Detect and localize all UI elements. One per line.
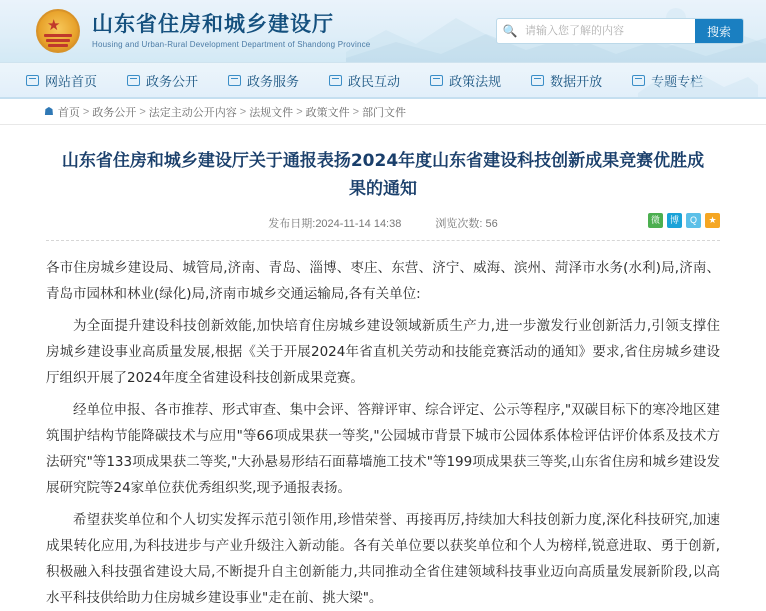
breadcrumb-item-0[interactable]: 首页 xyxy=(57,106,80,119)
data-icon xyxy=(531,74,545,87)
breadcrumb-separator: > xyxy=(239,105,247,118)
nav-label: 政务服务 xyxy=(247,73,300,89)
chat-icon xyxy=(329,74,343,87)
breadcrumb-separator: > xyxy=(296,105,303,118)
qq-share-icon[interactable]: Q xyxy=(686,213,701,228)
breadcrumb-item-4[interactable]: 政策文件 xyxy=(305,106,350,119)
nav-item-gov-service[interactable] xyxy=(228,71,299,90)
nav-label: 网站首页 xyxy=(45,73,98,89)
home-icon xyxy=(26,74,40,87)
breadcrumb-separator: > xyxy=(139,105,146,118)
article-paragraph: 为全面提升建设科技创新效能,加快培育住房城乡建设领域新质生产力,进一步激发行业创新活力,引领支撑住房城乡建设事业高质量发展,根据《关于开展2024年省直机关劳动和技能竞赛活动的通知》要求,省住房城乡建设厅组织开展了2024年度全省建设科技创新成果竞赛。 xyxy=(46,318,721,386)
view-count xyxy=(435,215,497,231)
main-navigation[interactable] xyxy=(0,63,766,99)
article-paragraph: 经单位申报、各市推荐、形式审查、集中会评、答辩评审、综合评定、公示等程序,"双碳目标下的寒冷地区建筑围护结构节能降碳技术与应用"等66项成果获一等奖,"公园城市背景下城市公园体系体检评估评价体系及技术方法研究"等133项成果获二等奖,"大孙悬易形结石面幕墙施工技术"等199项成果获三等奖,山东省住房和城乡建设发展研究院等24家单位获优秀组织奖,现予通报表扬。 xyxy=(46,402,720,496)
home-icon: ☗ xyxy=(44,106,54,118)
search-icon: 🔍 xyxy=(502,24,518,38)
article-body xyxy=(46,255,720,611)
search-button[interactable]: 搜索 xyxy=(695,18,743,44)
wechat-share-icon[interactable]: 微 xyxy=(648,213,663,228)
nav-label: 专题专栏 xyxy=(651,73,704,89)
article-paragraph: 希望获奖单位和个人切实发挥示范引领作用,珍惜荣誉、再接再厉,持续加大科技创新力度,深化科技研究,加速成果转化应用,为科技进步与产业升级注入新动能。各有关单位要以获奖单位和个人为榜样,锐意进取、勇于创新,积极融入科技强省建设大局,不断提升自主创新能力,共同推动全省住建领域科技事业迈向高质量发展新阶段,以高水平科技供给助力住房城乡建设事业"走在前、挑大梁"。 xyxy=(46,512,720,606)
national-emblem-icon: ★ xyxy=(34,7,82,55)
service-icon xyxy=(228,74,242,87)
nav-item-home[interactable] xyxy=(26,71,97,90)
view-count-label: 浏览次数: xyxy=(435,218,483,230)
nav-label: 政民互动 xyxy=(348,73,401,89)
nav-item-data-open[interactable] xyxy=(531,71,602,90)
page-title: 山东省住房和城乡建设厅关于通报表扬2024年度山东省建设科技创新成果竞赛优胜成果的通知 xyxy=(61,151,705,199)
article-paragraph: 各市住房城乡建设局、城管局,济南、青岛、淄博、枣庄、东营、济宁、威海、滨州、菏泽市水务(水利)局,济南、青岛市园林和林业(绿化)局,济南市城乡交通运输局,各有关单位: xyxy=(46,260,720,302)
nav-item-policy[interactable] xyxy=(430,71,501,90)
site-title-block xyxy=(92,12,370,51)
share-bar[interactable] xyxy=(648,213,720,228)
document-icon xyxy=(127,74,141,87)
search-input[interactable] xyxy=(523,18,695,44)
view-count-value: 56 xyxy=(485,218,498,230)
site-header xyxy=(0,0,766,63)
publish-date-label: 发布日期: xyxy=(268,218,316,230)
nav-label: 数据开放 xyxy=(550,73,603,89)
publish-date xyxy=(268,215,401,231)
breadcrumb-item-5[interactable]: 部门文件 xyxy=(362,106,407,119)
breadcrumb-item-1[interactable]: 政务公开 xyxy=(92,106,137,119)
publish-date-value: 2024-11-14 14:38 xyxy=(315,218,402,230)
weibo-share-icon[interactable]: 博 xyxy=(667,213,682,228)
article-container xyxy=(0,125,766,611)
nav-item-interaction[interactable] xyxy=(329,71,400,90)
breadcrumb-item-3[interactable]: 法规文件 xyxy=(249,106,294,119)
law-icon xyxy=(430,74,444,87)
site-title-cn: 山东省住房和城乡建设厅 xyxy=(92,11,334,36)
nav-label: 政策法规 xyxy=(449,73,502,89)
favorite-icon[interactable]: ★ xyxy=(705,213,720,228)
meta-divider xyxy=(46,240,720,241)
breadcrumb-item-2[interactable]: 法定主动公开内容 xyxy=(148,106,237,119)
article-meta xyxy=(46,215,720,240)
search-box[interactable] xyxy=(496,18,744,44)
nav-label: 政务公开 xyxy=(146,73,199,89)
site-title-en: Housing and Urban-Rural Development Department of Shandong Province xyxy=(92,39,371,49)
nav-item-gov-open[interactable] xyxy=(127,71,198,90)
breadcrumb-separator: > xyxy=(352,105,360,118)
breadcrumb-separator: > xyxy=(82,105,90,118)
nav-decoration xyxy=(638,63,758,99)
breadcrumb xyxy=(0,99,766,125)
